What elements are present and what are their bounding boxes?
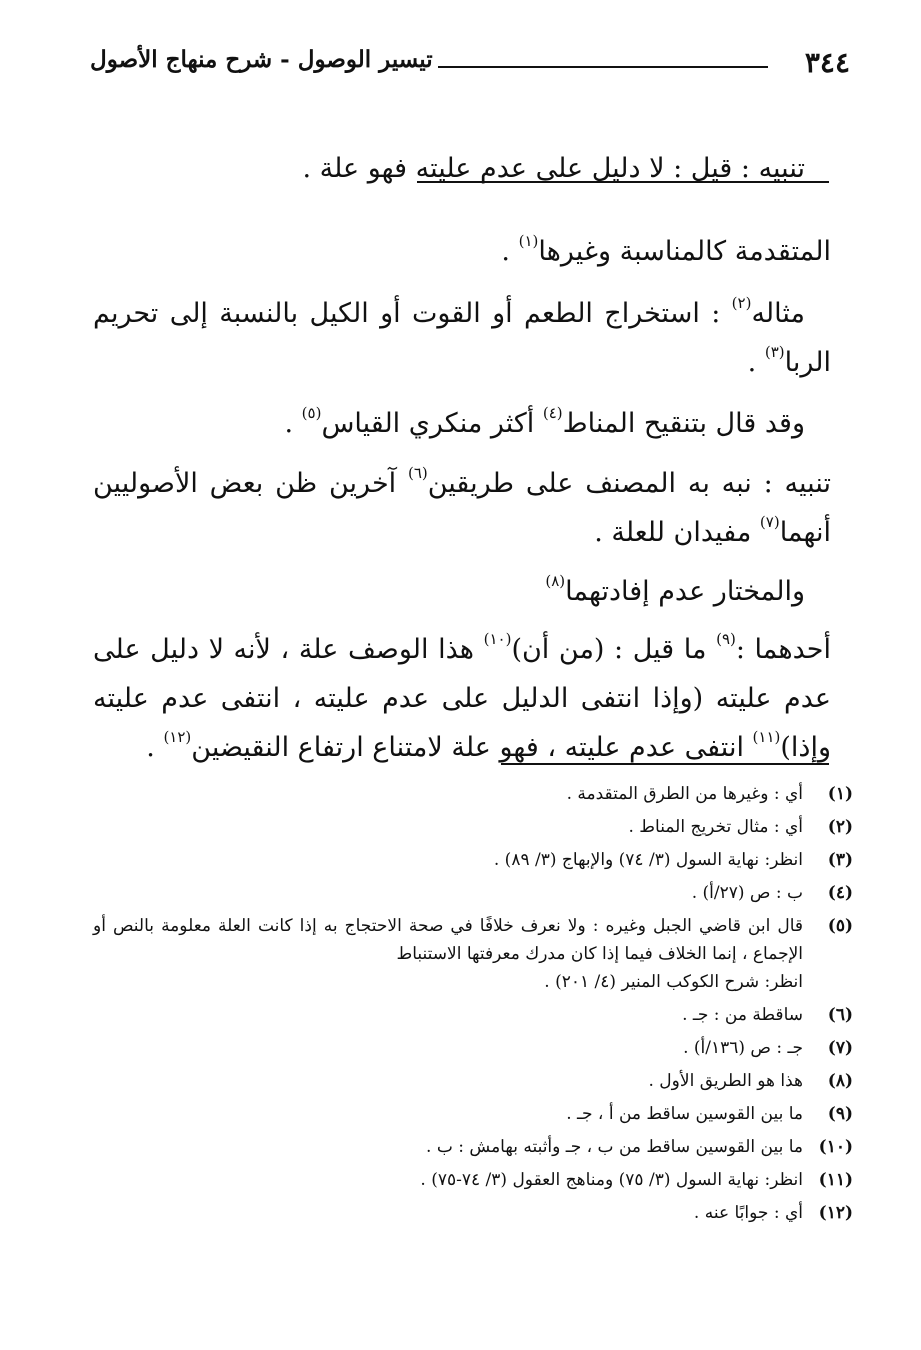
paragraph-3: وقد قال بتنقيح المناط$^{(٤)}$ أكثر منكري القياس$^{(٥)}$ . <box>284 404 805 439</box>
footnote-ref: (٢) <box>731 294 752 312</box>
footnote-item: (٥) قال ابن قاضي الجبل وغيره : ولا نعرف خلافًا في صحة الاحتجاج به إذا كانت العلة معلومة بالنص أو الإجماع ، إنما الخلاف فيما إذا كان مدرك معرفتها الاستنباط انظر: شرح الكوكب المنير (٤/ ٢٠١) . <box>93 916 853 992</box>
paragraph-6: أحدهما :$^{(٩)}$ ما قيل : (من أن)$^{(١٠)}$ هذا الوصف علة ، لأنه لا دليل على عدم عليته (وإذا انتفى الدليل على عدم عليته ، انتفى عدم عليته وإذا)$^{(١١)}$ انتفى عدم عليته ، فهو علة لامتناع ارتفاع النقيضين$^{(١٢)}$ . <box>93 630 831 763</box>
page-header <box>90 44 850 84</box>
footnote-item: (٨) هذا هو الطريق الأول . <box>648 1071 853 1091</box>
footnote-item: (١٢) أي : جوابًا عنه . <box>693 1203 853 1223</box>
footnote-ref: (١١) <box>752 728 781 746</box>
footnote-rule <box>501 763 829 765</box>
footnote-ref: (١٢) <box>163 728 192 746</box>
footnote-ref: (٤) <box>542 404 563 422</box>
paragraph-2: مثاله$^{(٢)}$ : استخراج الطعم أو القوت أو الكيل بالنسبة إلى تحريم الربا$^{(٣)}$ . <box>93 294 831 378</box>
footnote-ref: (٦) <box>407 464 428 482</box>
footnote-ref: (٨) <box>545 572 566 590</box>
footnote-item: (٣) انظر: نهاية السول (٣/ ٧٤) والإبهاج (٣/ ٨٩) . <box>493 850 853 870</box>
paragraph-1: المتقدمة كالمناسبة وغيرها$^{(١)}$ . <box>501 232 831 267</box>
header-rule <box>438 66 768 68</box>
footnote-ref: (٣) <box>764 343 785 361</box>
footnote-item: (١٠) ما بين القوسين ساقط من ب ، جـ وأثبته بهامش : ب . <box>426 1137 853 1157</box>
footnote-ref: (١) <box>518 232 539 250</box>
footnote-item: (٢) أي : مثال تخريج المناط . <box>628 817 853 837</box>
footnote-item: (٧) جـ : ص (١٣٦/أ) . <box>683 1038 853 1058</box>
footnote-item: (٩) ما بين القوسين ساقط من أ ، جـ . <box>566 1104 853 1124</box>
footnote-ref: (٩) <box>716 630 736 648</box>
paragraph-note-top: تنبيه : قيل : لا دليل على عدم عليته فهو علة . <box>302 153 805 184</box>
footnote-item: (٤) ب : ص (٢٧/أ) . <box>691 883 853 903</box>
running-title: تيسير الوصول - شرح منهاج الأصول <box>90 46 433 73</box>
page-number: ٣٤٤ <box>804 46 850 79</box>
paragraph-4: تنبيه : نبه به المصنف على طريقين$^{(٦)}$ آخرين ظن بعض الأصوليين أنهما$^{(٧)}$ مفيدان للعلة . <box>93 464 831 548</box>
footnote-ref: (١٠) <box>483 630 512 648</box>
footnote-item: (١) أي : وغيرها من الطرق المتقدمة . <box>566 784 853 804</box>
separator-rule <box>417 181 829 183</box>
footnote-ref: (٥) <box>301 404 322 422</box>
paragraph-5: والمختار عدم إفادتهما$^{(٨)}$ <box>545 572 805 607</box>
footnote-ref: (٧) <box>759 513 780 531</box>
footnote-item: (١١) انظر: نهاية السول (٣/ ٧٥) ومناهج العقول (٣/ ٧٤-٧٥) . <box>420 1170 853 1190</box>
footnotes-list <box>93 780 853 1232</box>
footnote-item: (٦) ساقطة من : جـ . <box>682 1005 853 1025</box>
